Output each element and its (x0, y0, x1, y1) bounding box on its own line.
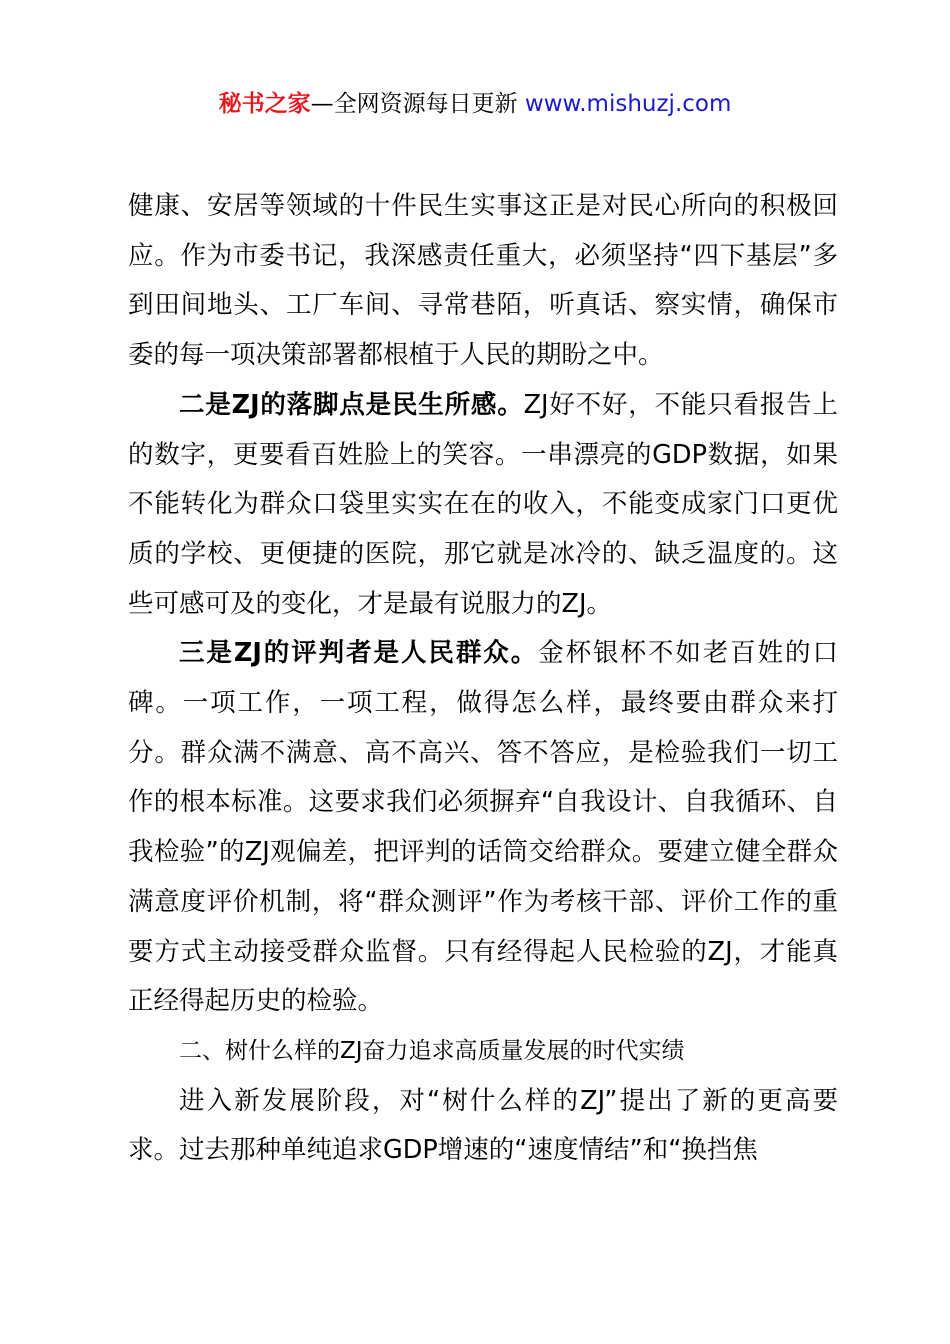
paragraph-1: 健康、安居等领域的十件民生实事这正是对民心所向的积极回应。作为市委书记，我深感责任重大，必须坚持“四下基层”多到田间地头、工厂车间、寻常巷陌，听真话、察实情，确保市委的每一项决策部署都根植于人民的期盼之中。 (128, 191, 838, 371)
paragraph-2 (128, 381, 838, 630)
page-header (0, 88, 950, 120)
paragraph-2-lead: 二是ZJ的落脚点是民生所感。 (179, 389, 524, 420)
paragraph-3-lead: 三是ZJ的评判者是人民群众。 (179, 638, 539, 669)
section-heading: 二、树什么样的ZJ奋力追求高质量发展的时代实绩 (179, 1037, 685, 1064)
header-tagline: —全网资源每日更新 (310, 91, 525, 117)
paragraph-4: 进入新发展阶段，对“树什么样的ZJ”提出了新的更高要求。过去那种单纯追求GDP增速的“速度情结”和“换挡焦 (128, 1085, 838, 1166)
paragraph-2-text: ZJ好不好，不能只看报告上的数字，更要看百姓脸上的笑容。一串漂亮的GDP数据，如果不能转化为群众口袋里实实在在的收入，不能变成家门口更优质的学校、更便捷的医院，那它就是冰冷的、缺乏温度的。这些可感可及的变化，才是最有说服力的ZJ。 (128, 389, 838, 619)
brand-name: 秘书之家 (218, 91, 311, 117)
document-body (128, 182, 838, 1176)
paragraph-3 (128, 629, 838, 1027)
paragraph-3-text: 金杯银杯不如老百姓的口碑。一项工作，一项工程，做得怎么样，最终要由群众来打分。群众满不满意、高不高兴、答不答应，是检验我们一切工作的根本标准。这要求我们必须摒弃“自我设计、自我循环、自我检验”的ZJ观偏差，把评判的话筒交给群众。要建立健全群众满意度评价机制，将“群众测评”作为考核干部、评价工作的重要方式主动接受群众监督。只有经得起人民检验的ZJ，才能真正经得起历史的检验。 (128, 638, 838, 1017)
website-url[interactable]: www.mishuzj.com (524, 91, 732, 117)
